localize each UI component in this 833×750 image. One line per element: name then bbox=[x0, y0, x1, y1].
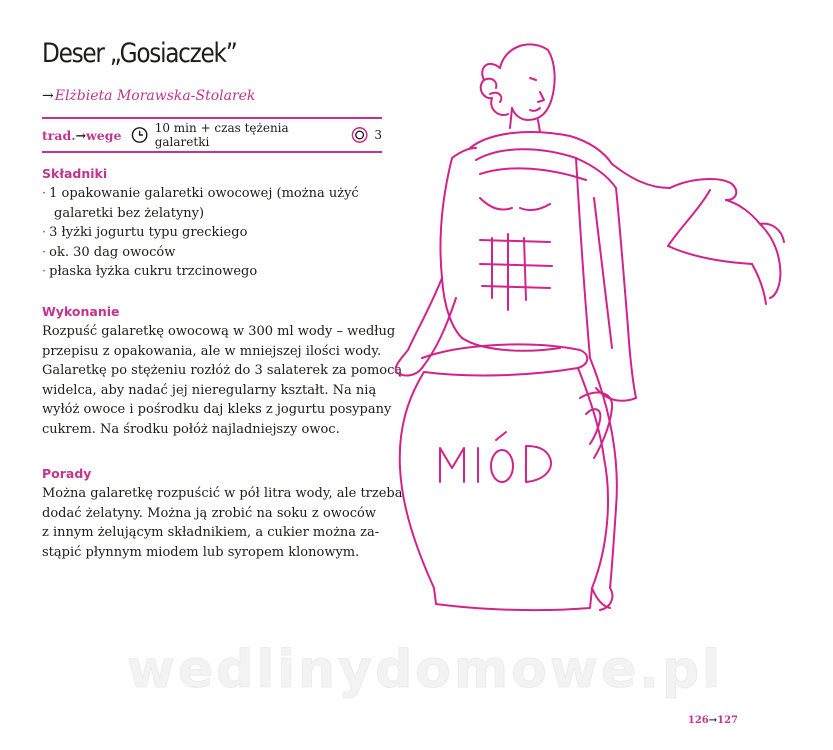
recipe-meta-bar bbox=[42, 117, 382, 153]
prep-time: 10 min + czas tężenia galaretki bbox=[154, 121, 289, 149]
ingredients-heading: Składniki bbox=[42, 166, 108, 181]
method-text: Rozpuść galaretkę owocową w 300 ml wody – według przepisu z opakowania, ale w mniejszej ilości wody. Galaretkę po stężeniu rozłóż do 3 salaterek za pomocą widelca, aby nadać jej nieregularny kształt. Na nią wyłóż owoce i pośrodku daj kleks z jogurtu posypany cukrem. Na środku połóż najladniejszy owoc. bbox=[42, 324, 403, 437]
list-item: · ok. 30 dag owoców bbox=[42, 244, 176, 260]
page-number-right: 127 bbox=[717, 715, 738, 726]
tag-traditional: trad. bbox=[42, 127, 76, 143]
bullet: · bbox=[42, 186, 47, 201]
list-item: · płaska łyżka cukru trzcinowego bbox=[42, 264, 258, 280]
page-numbers bbox=[688, 715, 738, 726]
author-arrow: → bbox=[42, 88, 54, 104]
watermark: wedlinydomowe.pl bbox=[126, 640, 724, 700]
page-arrow: → bbox=[708, 715, 718, 726]
recipe-author bbox=[42, 88, 255, 104]
author-name: Elżbieta Morawska-Stolarek bbox=[54, 88, 256, 104]
diet-tags bbox=[42, 128, 121, 143]
ingredients-list bbox=[42, 184, 382, 282]
list-item: · 1 opakowanie galaretki owocowej (można użyć galaretki bez żelatyny) bbox=[42, 186, 359, 221]
clock-icon bbox=[131, 126, 148, 144]
tips-heading: Porady bbox=[42, 466, 92, 481]
recipe-title: Deser „Gosiaczek” bbox=[42, 38, 237, 69]
greek-figure-illustration bbox=[380, 28, 800, 618]
tips-text: Można galaretkę rozpuścić w pół litra wody, ale trzeba dodać żelatyny. Można ją zrobić na soku z owoców z innym żelującym składnikiem, a cukier można za- stąpić płynnym miodem lub syropem klonowym. bbox=[42, 486, 403, 560]
tag-arrow: → bbox=[75, 127, 87, 143]
list-item: · 3 łyżki jogurtu typu greckiego bbox=[42, 225, 248, 241]
servings-count: 3 bbox=[374, 128, 382, 142]
bullet: · bbox=[42, 225, 47, 241]
serving-plate-icon bbox=[351, 126, 368, 144]
method-heading: Wykonanie bbox=[42, 304, 120, 319]
page-number-left: 126 bbox=[687, 715, 709, 726]
bullet: · bbox=[42, 264, 47, 280]
bullet: · bbox=[42, 244, 47, 260]
tag-vegetarian: wege bbox=[86, 127, 122, 143]
